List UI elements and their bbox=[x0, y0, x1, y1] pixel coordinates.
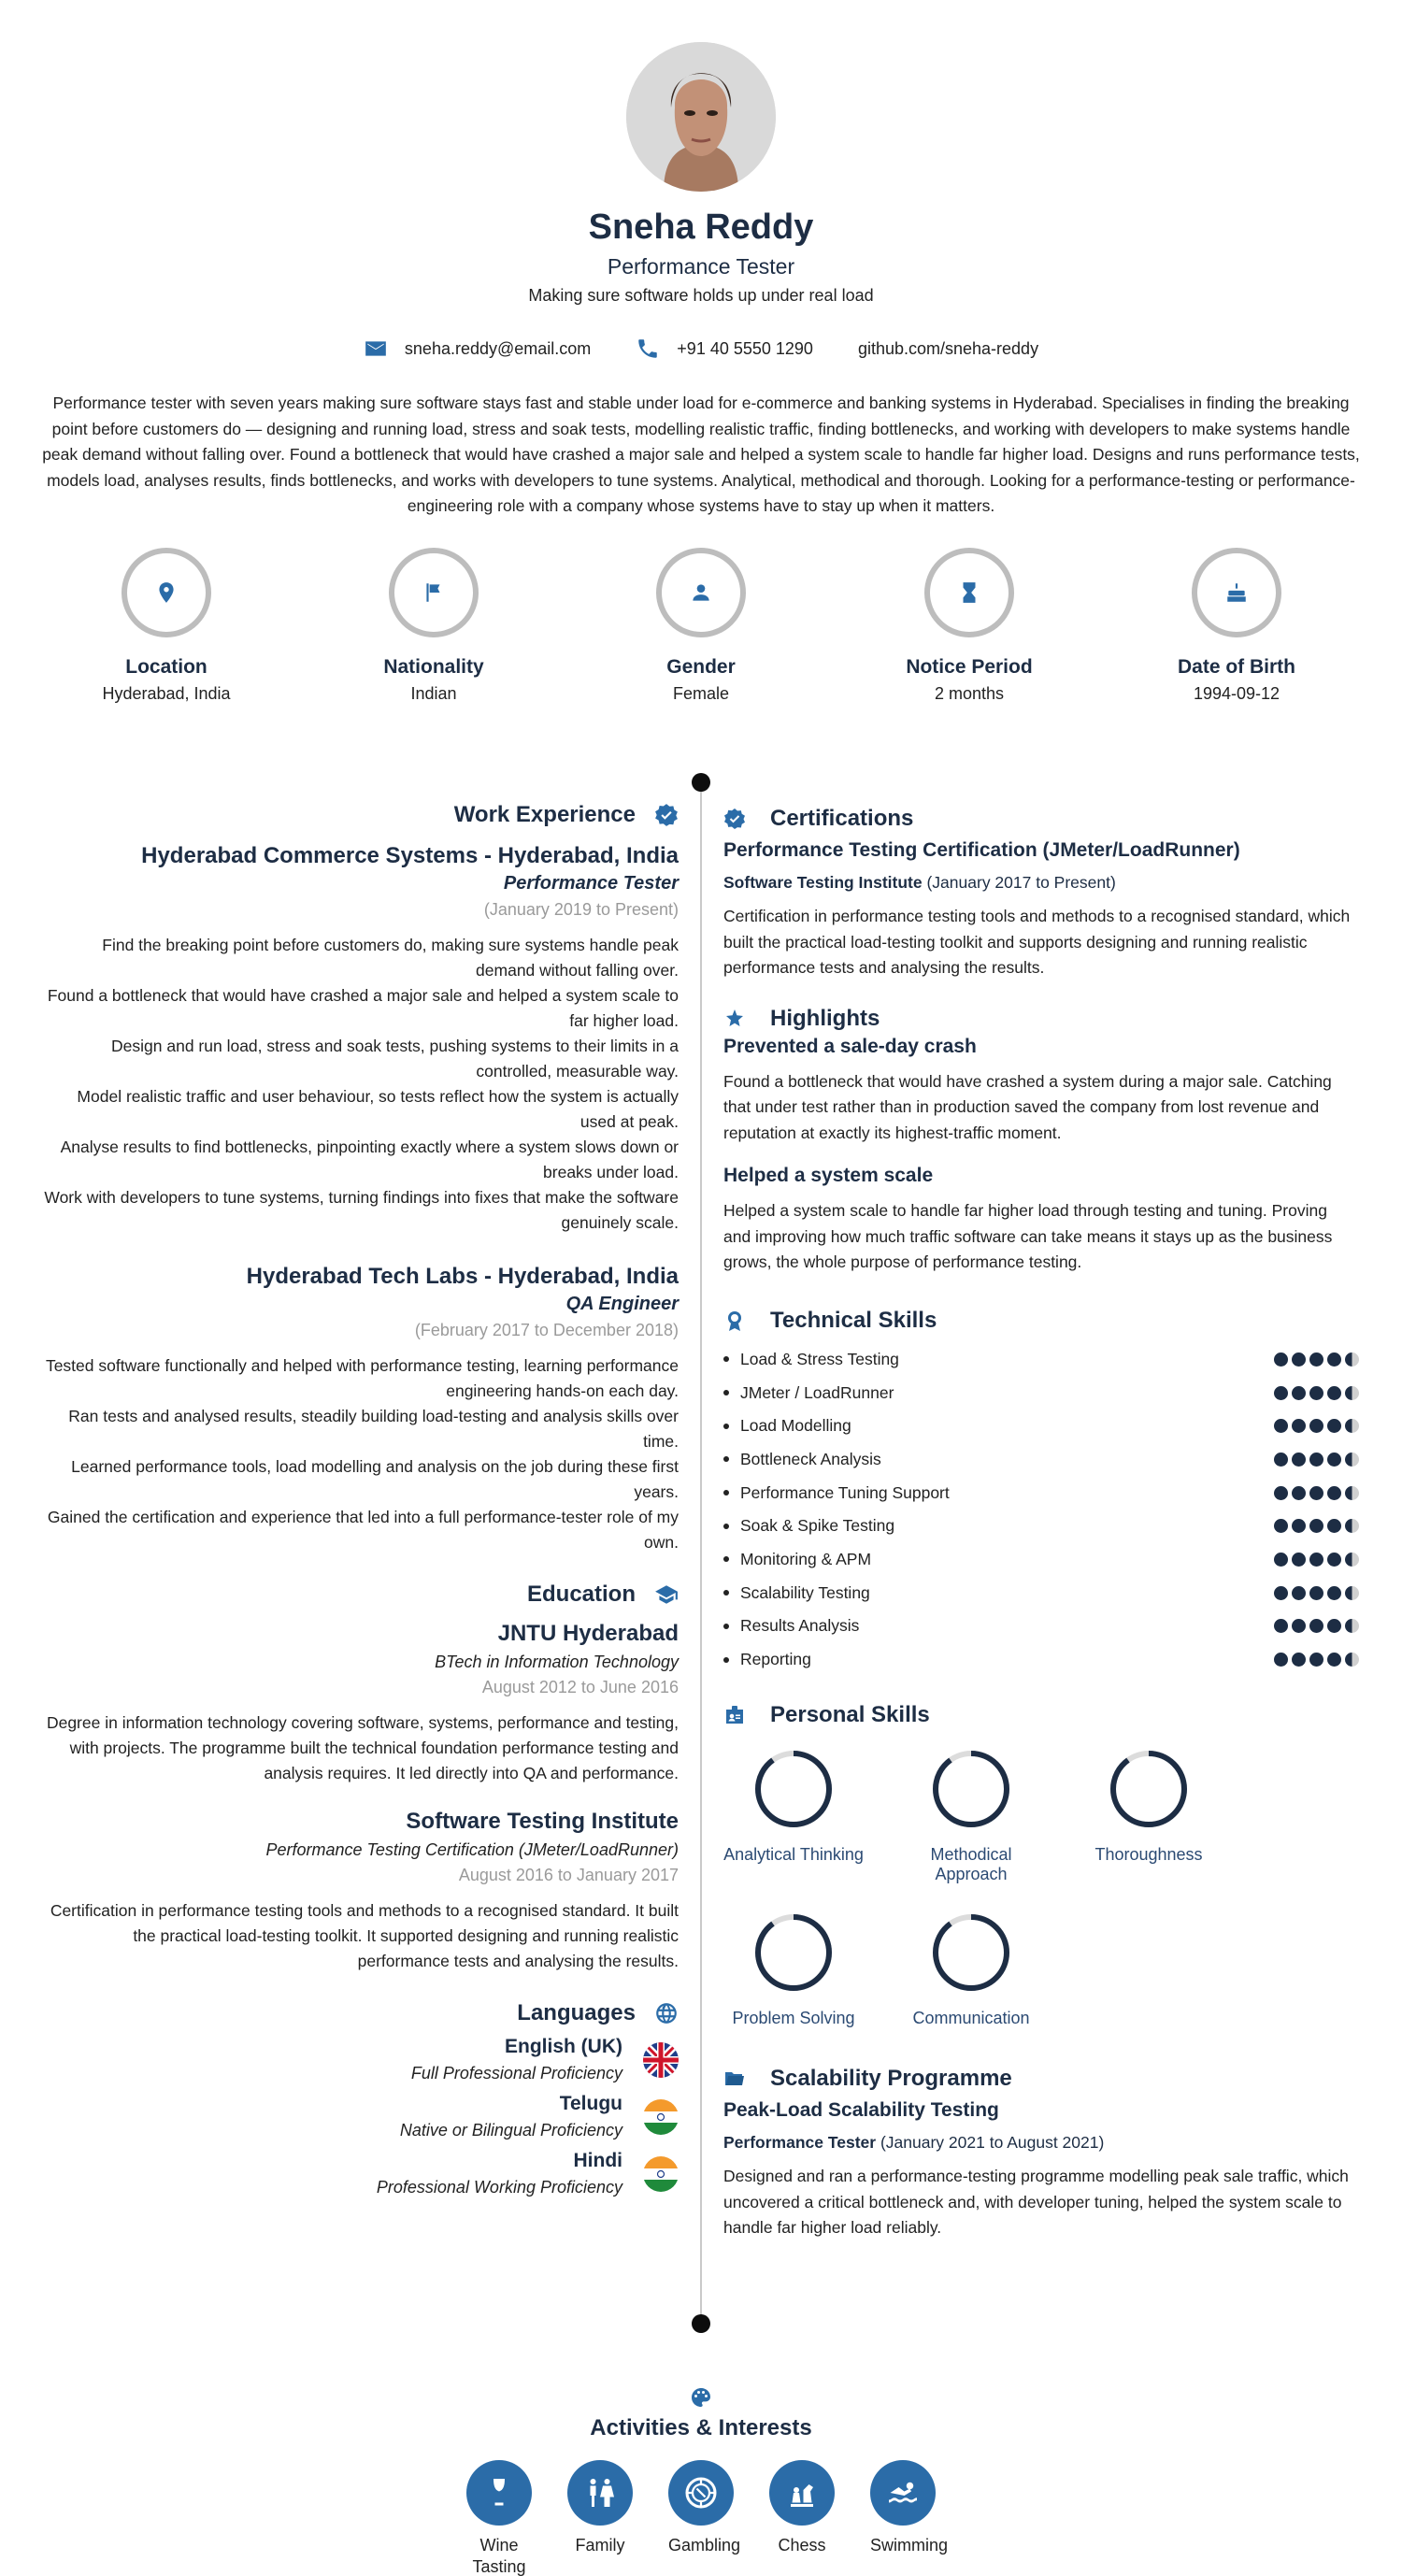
personal-skill bbox=[723, 1912, 864, 2028]
skill-progress-arc bbox=[1113, 1753, 1184, 1825]
activity-label: Swimming bbox=[870, 2536, 949, 2555]
rating-dot bbox=[1345, 1419, 1359, 1433]
candidate-name: Sneha Reddy bbox=[588, 208, 814, 247]
email-text: sneha.reddy@email.com bbox=[404, 338, 592, 358]
personal-skill-name: Thoroughness bbox=[1094, 1845, 1203, 1865]
language-level: Full Professional Proficiency bbox=[410, 2064, 622, 2082]
fact-label: Nationality bbox=[383, 656, 484, 678]
education-description: Degree in information technology covering software, systems, performance and testing, with projects. The programme built the technical foundation performance testing and analysis requires. It led directly into QA and performance. bbox=[46, 1713, 679, 1782]
profile-summary: Performance tester with seven years making sure software stays fast and stable under load for e-commerce and banking systems in Hyderabad. Specialises in finding the breaking point before customers do — designing and running load, stress and soak tests, modelling realistic traffic, finding bottlenecks, and working with developers to make systems handle peak demand without falling over. Found a bottleneck that would have crashed a major sale and helped a system scale to handle far higher load. Designs and runs performance tests, models load, analyses results, finds bottlenecks, and works with developers to tune systems. Analytical, methodical and thorough. Looking for a performance-testing or performance-engineering role with a company whose systems have to stay up when it matters. bbox=[42, 394, 1360, 515]
job-bullet: Gained the certification and experience that led into a full performance-tester role of my own. bbox=[47, 1508, 679, 1552]
activity-gambling bbox=[668, 2460, 741, 2576]
phone-icon bbox=[636, 336, 660, 361]
rating-dot bbox=[1309, 1352, 1323, 1367]
job-bullet: Tested software functionally and helped with performance testing, learning performance engineering hands-on each day. bbox=[45, 1356, 679, 1400]
highlight-item bbox=[723, 1036, 1359, 1147]
rating-dot bbox=[1274, 1619, 1288, 1633]
education-heading: Education bbox=[42, 1581, 679, 1608]
fact-label: Date of Birth bbox=[1178, 656, 1295, 678]
personal-skill-name: Methodical Approach bbox=[930, 1845, 1012, 1884]
job-bullets bbox=[42, 933, 679, 1236]
rating-dot bbox=[1292, 1553, 1306, 1567]
india-flag-icon bbox=[643, 2156, 679, 2192]
activity-swimming bbox=[870, 2460, 949, 2576]
skill-rating-dots bbox=[1274, 1619, 1359, 1633]
rating-dot bbox=[1292, 1586, 1306, 1600]
rating-dot bbox=[1327, 1386, 1341, 1400]
education-dates: August 2012 to June 2016 bbox=[481, 1678, 679, 1696]
technical-skill-row bbox=[723, 1643, 1359, 1677]
skill-progress-arc bbox=[936, 1753, 1007, 1825]
job-company: Hyderabad Commerce Systems - Hyderabad, India bbox=[141, 843, 679, 868]
fact-date-of-birth bbox=[1124, 548, 1349, 704]
wine-icon bbox=[482, 2476, 516, 2510]
rating-dot bbox=[1292, 1486, 1306, 1500]
rating-dot bbox=[1327, 1419, 1341, 1433]
language-name: English (UK) bbox=[505, 2036, 622, 2057]
activity-label: Wine Tasting bbox=[472, 2536, 526, 2576]
personal-skill bbox=[1079, 1749, 1219, 1884]
skill-progress-ring bbox=[753, 1912, 834, 1993]
right-column bbox=[723, 806, 1359, 2241]
activities-list bbox=[0, 2460, 1402, 2576]
rating-dot bbox=[1345, 1352, 1359, 1367]
project-description: Designed and ran a performance-testing programme modelling peak sale traffic, which uncovered a critical bottleneck and, with developer tuning, helped the system scale to handle far higher load reliably. bbox=[723, 2167, 1349, 2238]
personal-skills-heading: Personal Skills bbox=[723, 1702, 1359, 1728]
project-heading: Scalability Programme bbox=[723, 2066, 1359, 2092]
activity-label: Chess bbox=[778, 2536, 826, 2555]
rating-dot bbox=[1292, 1352, 1306, 1367]
timeline-dot-top bbox=[692, 773, 710, 792]
rating-dot bbox=[1274, 1486, 1288, 1500]
rating-dot bbox=[1274, 1419, 1288, 1433]
personal-skills-grid bbox=[723, 1749, 1359, 2028]
hourglass-icon bbox=[957, 580, 981, 605]
chess-icon bbox=[785, 2476, 819, 2510]
rating-dot bbox=[1327, 1553, 1341, 1567]
contact-phone[interactable] bbox=[636, 336, 813, 361]
job-dates: (February 2017 to December 2018) bbox=[414, 1321, 679, 1339]
personal-skill bbox=[901, 1912, 1041, 2028]
highlight-title: Prevented a sale-day crash bbox=[723, 1035, 977, 1057]
timeline-dot-bottom bbox=[692, 2314, 710, 2333]
job-bullet: Model realistic traffic and user behaviour, so tests reflect how the system is actually used at peak. bbox=[77, 1087, 679, 1131]
technical-skill-name: Monitoring & APM bbox=[723, 1550, 871, 1569]
fact-value: Female bbox=[672, 684, 730, 703]
rating-dot bbox=[1327, 1486, 1341, 1500]
rating-dot bbox=[1309, 1586, 1323, 1600]
education-degree: Performance Testing Certification (JMeter/LoadRunner) bbox=[265, 1840, 679, 1859]
technical-skill-row bbox=[723, 1510, 1359, 1543]
family-icon bbox=[583, 2476, 617, 2510]
language-name: Hindi bbox=[573, 2150, 622, 2171]
candidate-tagline: Making sure software holds up under real load bbox=[528, 286, 874, 305]
fact-nationality bbox=[322, 548, 546, 704]
candidate-title: Performance Tester bbox=[607, 254, 795, 279]
highlight-item bbox=[723, 1165, 1359, 1276]
timeline-line bbox=[700, 781, 702, 2324]
language-item bbox=[42, 2036, 679, 2083]
job-role: QA Engineer bbox=[565, 1294, 679, 1314]
rating-dot bbox=[1292, 1653, 1306, 1667]
rating-dot bbox=[1274, 1653, 1288, 1667]
education-entry bbox=[42, 1621, 679, 1786]
fact-label: Notice Period bbox=[906, 656, 1033, 678]
technical-skill-name: Load & Stress Testing bbox=[723, 1350, 899, 1369]
skill-progress-ring bbox=[931, 1912, 1011, 1993]
job-entry bbox=[42, 1264, 679, 1555]
education-description: Certification in performance testing tools and methods to a recognised standard. It built the practical load-testing toolkit. It supported designing and running realistic performance tests and analysing the results. bbox=[50, 1901, 679, 1970]
rating-dot bbox=[1292, 1386, 1306, 1400]
personal-skill-name: Problem Solving bbox=[732, 2009, 855, 2028]
skill-progress-ring bbox=[931, 1749, 1011, 1829]
rating-dot bbox=[1309, 1486, 1323, 1500]
rating-dot bbox=[1345, 1619, 1359, 1633]
left-column bbox=[42, 802, 679, 2197]
job-bullet: Design and run load, stress and soak tests, pushing systems to their limits in a controlled, measurable way. bbox=[111, 1037, 679, 1080]
skill-progress-arc bbox=[936, 1917, 1007, 1988]
contact-bar bbox=[0, 336, 1402, 361]
technical-skill-row bbox=[723, 1443, 1359, 1477]
highlight-description: Found a bottleneck that would have crashed a system during a major sale. Catching that under test rather than in production saved the company from lost revenue and reputation at exactly its highest-traffic moment. bbox=[723, 1071, 1332, 1142]
skill-rating-dots bbox=[1274, 1486, 1359, 1500]
activity-label: Gambling bbox=[668, 2536, 741, 2555]
technical-skill-row bbox=[723, 1410, 1359, 1443]
activity-family bbox=[567, 2460, 633, 2576]
skill-progress-ring bbox=[1109, 1749, 1189, 1829]
job-bullet: Ran tests and analysed results, steadily building load-testing and analysis skills over time. bbox=[68, 1407, 679, 1451]
certification-title: Performance Testing Certification (JMeter/LoadRunner) bbox=[723, 839, 1240, 861]
highlight-title: Helped a system scale bbox=[723, 1165, 934, 1186]
swimming-icon bbox=[886, 2476, 920, 2510]
verified-badge-icon bbox=[654, 803, 679, 827]
india-flag-icon bbox=[643, 2099, 679, 2135]
rating-dot bbox=[1274, 1386, 1288, 1400]
technical-skill-row bbox=[723, 1576, 1359, 1610]
fact-label: Gender bbox=[666, 656, 736, 678]
technical-skills-list bbox=[723, 1343, 1359, 1677]
personal-skill-name: Analytical Thinking bbox=[723, 1845, 864, 1865]
job-bullet: Found a bottleneck that would have crashed a major sale and helped a system scale to far higher load. bbox=[47, 986, 679, 1030]
globe-icon bbox=[654, 2001, 679, 2025]
rating-dot bbox=[1345, 1386, 1359, 1400]
activity-wine-tasting bbox=[466, 2460, 532, 2576]
rating-dot bbox=[1309, 1386, 1323, 1400]
rating-dot bbox=[1274, 1453, 1288, 1467]
certifications-heading: Certifications bbox=[723, 806, 1359, 832]
rating-dot bbox=[1345, 1586, 1359, 1600]
rating-dot bbox=[1345, 1519, 1359, 1533]
award-ribbon-icon bbox=[723, 1309, 746, 1332]
activities-heading: Activities & Interests bbox=[590, 2415, 812, 2440]
rating-dot bbox=[1327, 1519, 1341, 1533]
education-institution: JNTU Hyderabad bbox=[497, 1621, 679, 1646]
fact-notice-period bbox=[857, 548, 1081, 704]
phone-text: +91 40 5550 1290 bbox=[677, 338, 813, 358]
language-item bbox=[42, 2093, 679, 2140]
technical-skill-name: Soak & Spike Testing bbox=[723, 1516, 894, 1536]
technical-skills-heading: Technical Skills bbox=[723, 1308, 1359, 1334]
skill-rating-dots bbox=[1274, 1386, 1359, 1400]
language-item bbox=[42, 2150, 679, 2197]
technical-skill-row bbox=[723, 1476, 1359, 1510]
rating-dot bbox=[1292, 1519, 1306, 1533]
cake-icon bbox=[1224, 580, 1249, 605]
languages-heading: Languages bbox=[42, 2000, 679, 2026]
technical-skill-name: JMeter / LoadRunner bbox=[723, 1383, 894, 1403]
technical-skill-name: Scalability Testing bbox=[723, 1583, 870, 1603]
skill-rating-dots bbox=[1274, 1553, 1359, 1567]
folder-icon bbox=[723, 2068, 746, 2090]
rating-dot bbox=[1327, 1586, 1341, 1600]
technical-skill-name: Bottleneck Analysis bbox=[723, 1450, 881, 1469]
job-dates: (January 2019 to Present) bbox=[483, 900, 679, 919]
star-burst-icon bbox=[723, 1008, 746, 1030]
language-name: Telugu bbox=[559, 2093, 622, 2114]
job-bullet: Find the breaking point before customers do, making sure systems handle peak demand without falling over. bbox=[102, 936, 679, 980]
skill-rating-dots bbox=[1274, 1653, 1359, 1667]
github-text: github.com/sneha-reddy bbox=[857, 338, 1039, 358]
rating-dot bbox=[1345, 1453, 1359, 1467]
rating-dot bbox=[1309, 1453, 1323, 1467]
technical-skill-name: Load Modelling bbox=[723, 1416, 851, 1436]
skill-rating-dots bbox=[1274, 1519, 1359, 1533]
technical-skill-name: Results Analysis bbox=[723, 1616, 859, 1636]
fact-location bbox=[54, 548, 279, 704]
rating-dot bbox=[1309, 1519, 1323, 1533]
rating-dot bbox=[1309, 1419, 1323, 1433]
education-degree: BTech in Information Technology bbox=[435, 1653, 679, 1671]
contact-github[interactable] bbox=[858, 336, 1038, 361]
fact-value: 1994-09-12 bbox=[1193, 684, 1280, 703]
fact-label: Location bbox=[125, 656, 207, 678]
fact-value: Hyderabad, India bbox=[102, 684, 231, 703]
job-entry bbox=[42, 843, 679, 1236]
rating-dot bbox=[1327, 1619, 1341, 1633]
technical-skill-name: Performance Tuning Support bbox=[723, 1483, 950, 1503]
job-bullet: Work with developers to tune systems, turning findings into fixes that make the software genuinely scale. bbox=[44, 1188, 679, 1232]
language-level: Professional Working Proficiency bbox=[376, 2178, 622, 2197]
rating-dot bbox=[1309, 1619, 1323, 1633]
rating-dot bbox=[1327, 1352, 1341, 1367]
job-company: Hyderabad Tech Labs - Hyderabad, India bbox=[246, 1264, 679, 1289]
rating-dot bbox=[1292, 1453, 1306, 1467]
skill-rating-dots bbox=[1274, 1586, 1359, 1600]
graduation-cap-icon bbox=[654, 1582, 679, 1607]
education-dates: August 2016 to January 2017 bbox=[458, 1866, 679, 1884]
rating-dot bbox=[1345, 1553, 1359, 1567]
technical-skill-row bbox=[723, 1343, 1359, 1377]
language-level: Native or Bilingual Proficiency bbox=[399, 2121, 622, 2140]
rating-dot bbox=[1345, 1486, 1359, 1500]
personal-skill bbox=[723, 1749, 864, 1884]
skill-progress-arc bbox=[758, 1917, 829, 1988]
technical-skill-name: Reporting bbox=[723, 1650, 811, 1669]
rating-dot bbox=[1274, 1352, 1288, 1367]
rating-dot bbox=[1274, 1553, 1288, 1567]
technical-skill-row bbox=[723, 1543, 1359, 1577]
job-bullet: Analyse results to find bottlenecks, pinpointing exactly where a system slows down or breaks under load. bbox=[60, 1138, 679, 1181]
job-bullet: Learned performance tools, load modelling and analysis on the job during these first years. bbox=[71, 1457, 679, 1501]
project-title: Peak-Load Scalability Testing bbox=[723, 2099, 999, 2122]
certification-meta: Software Testing Institute (January 2017 to Present) bbox=[723, 873, 1116, 892]
roulette-icon bbox=[684, 2476, 718, 2510]
rating-dot bbox=[1292, 1619, 1306, 1633]
rating-dot bbox=[1309, 1653, 1323, 1667]
fact-gender bbox=[589, 548, 813, 704]
skill-rating-dots bbox=[1274, 1352, 1359, 1367]
highlight-description: Helped a system scale to handle far higher load through testing and tuning. Proving and improving how much traffic software can take means it stays up as the business grows, the whole purpose of performance testing. bbox=[723, 1201, 1333, 1271]
work-experience-heading: Work Experience bbox=[42, 802, 679, 828]
skill-progress-arc bbox=[758, 1753, 829, 1825]
personal-skill-name: Communication bbox=[912, 2009, 1030, 2028]
education-entry bbox=[42, 1809, 679, 1974]
uk-flag-icon bbox=[643, 2042, 679, 2078]
project-meta: Performance Tester (January 2021 to August 2021) bbox=[723, 2133, 1105, 2153]
rating-dot bbox=[1327, 1453, 1341, 1467]
activity-chess bbox=[769, 2460, 835, 2576]
activity-label: Family bbox=[575, 2536, 625, 2555]
email-icon bbox=[364, 336, 388, 361]
flag-icon bbox=[422, 580, 446, 605]
job-bullets bbox=[42, 1353, 679, 1555]
fact-value: Indian bbox=[410, 684, 457, 703]
location-pin-icon bbox=[154, 580, 179, 605]
job-role: Performance Tester bbox=[503, 873, 679, 894]
person-icon bbox=[689, 580, 713, 605]
education-institution: Software Testing Institute bbox=[406, 1809, 679, 1834]
skill-rating-dots bbox=[1274, 1419, 1359, 1433]
id-badge-icon bbox=[723, 1704, 746, 1726]
rating-dot bbox=[1274, 1519, 1288, 1533]
fact-value: 2 months bbox=[934, 684, 1005, 703]
verified-badge-icon bbox=[723, 808, 746, 830]
personal-skill bbox=[901, 1749, 1041, 1884]
rating-dot bbox=[1309, 1553, 1323, 1567]
highlights-heading: Highlights bbox=[723, 1006, 1359, 1032]
palette-icon bbox=[690, 2386, 712, 2409]
skill-rating-dots bbox=[1274, 1453, 1359, 1467]
skill-progress-ring bbox=[753, 1749, 834, 1829]
technical-skill-row bbox=[723, 1376, 1359, 1410]
certification-description: Certification in performance testing tools and methods to a recognised standard, which built the practical load-testing toolkit and supports designing and running realistic performance tests and analysing the results. bbox=[723, 907, 1351, 977]
technical-skill-row bbox=[723, 1610, 1359, 1643]
rating-dot bbox=[1345, 1653, 1359, 1667]
rating-dot bbox=[1327, 1653, 1341, 1667]
rating-dot bbox=[1292, 1419, 1306, 1433]
rating-dot bbox=[1274, 1586, 1288, 1600]
avatar bbox=[626, 42, 776, 192]
contact-email[interactable] bbox=[364, 336, 591, 361]
